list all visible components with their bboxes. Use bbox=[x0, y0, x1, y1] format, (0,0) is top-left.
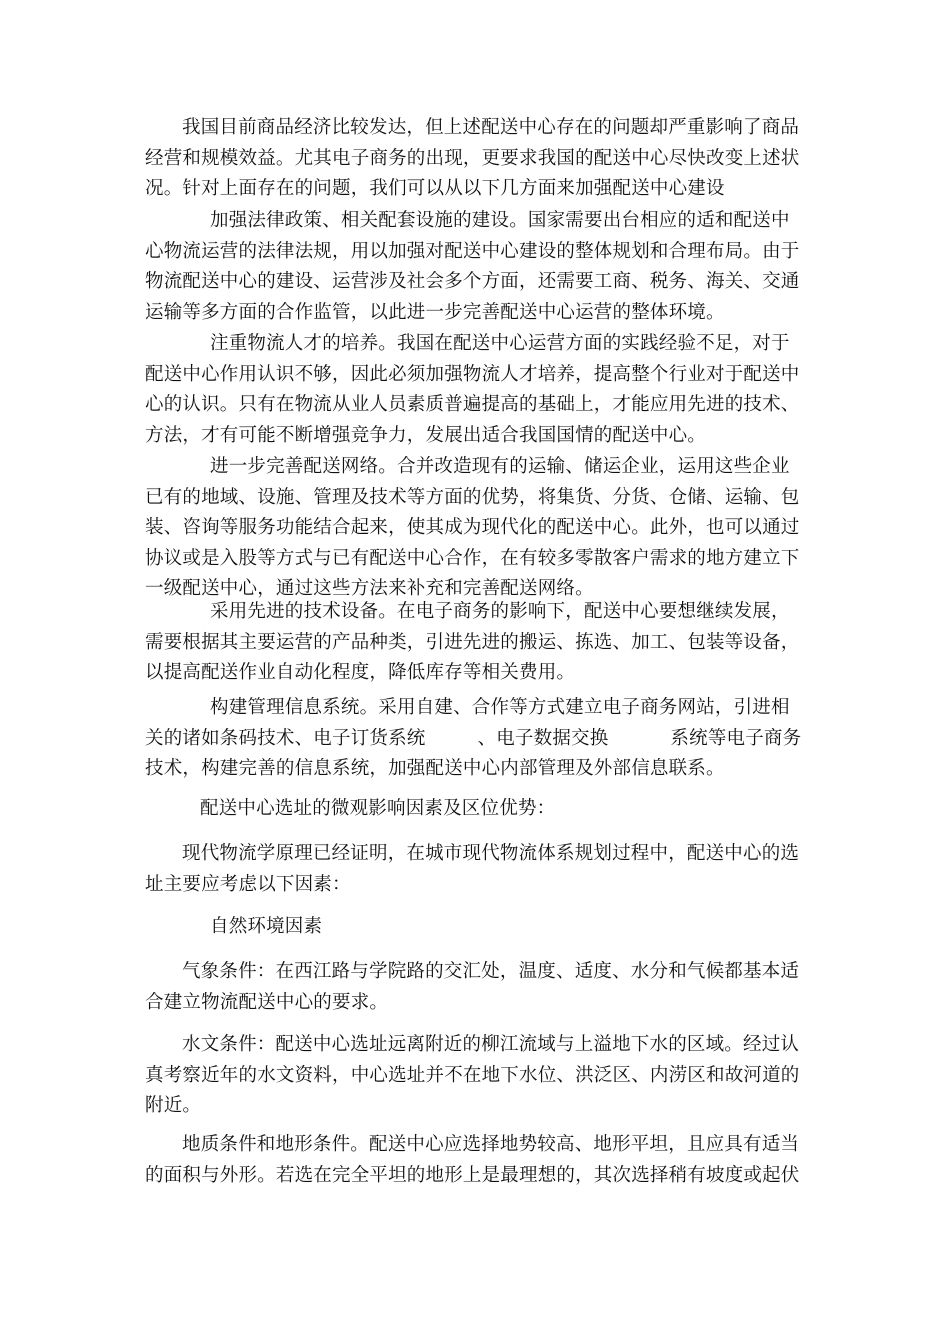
paragraph-12 bbox=[145, 1130, 815, 1191]
text-line: 经营和规模效益。尤其电子商务的出现，更要求我国的配送中心尽快改变上述状 bbox=[145, 147, 800, 169]
paragraph-2 bbox=[145, 206, 815, 328]
paragraph-3 bbox=[145, 329, 815, 451]
text-line: 装、咨询等服务功能结合起来，使其成为现代化的配送中心。此外，也可以通过 bbox=[145, 517, 800, 538]
text-line: 运输等多方面的合作监管，以此进一步完善配送中心运营的整体环境。 bbox=[145, 301, 725, 323]
text-line: 已有的地域、设施、管理及技术等方面的优势，将集货、分货、仓储、运输、包 bbox=[145, 486, 800, 508]
text-line: 需要根据其主要运营的产品种类，引进先进的搬运、拣选、加工、包装等设备， bbox=[145, 631, 800, 653]
text-line: 真考察近年的水文资料，中心选址并不在地下水位、洪泛区、内涝区和故河道的 bbox=[145, 1064, 800, 1086]
text-line: 气象条件：在西江路与学院路的交汇处，温度、适度、水分和气候都基本适 bbox=[182, 961, 800, 982]
text-line: 地质条件和地形条件。配送中心应选择地势较高、地形平坦，且应具有适当 bbox=[182, 1134, 800, 1155]
text-line: 水文条件：配送中心选址远离附近的柳江流域与上溢地下水的区域。经过认 bbox=[182, 1034, 800, 1055]
paragraph-5 bbox=[145, 597, 815, 689]
paragraph-4 bbox=[145, 452, 815, 605]
paragraph-7 bbox=[145, 794, 815, 825]
text-line: 加强法律政策、相关配套设施的建设。国家需要出台相应的适和配送中 bbox=[210, 210, 790, 231]
text-line bbox=[145, 724, 815, 755]
text-line: 我国目前商品经济比较发达，但上述配送中心存在的问题却严重影响了商品 bbox=[182, 117, 800, 138]
text-line: 现代物流学原理已经证明，在城市现代物流体系规划过程中，配送中心的选 bbox=[182, 843, 800, 864]
text-line: 心物流运营的法律法规，用以加强对配送中心建设的整体规划和合理布局。由于 bbox=[145, 240, 800, 262]
text-segment: 关的诸如条码技术、电子订货系统 bbox=[145, 727, 426, 749]
text-line: 址主要应考虑以下因素： bbox=[145, 873, 351, 895]
text-line: 构建管理信息系统。采用自建、合作等方式建立电子商务网站，引进相 bbox=[210, 697, 790, 718]
text-line: 心的认识。只有在物流从业人员素质普遍提高的基础上，才能应用先进的技术、 bbox=[145, 394, 800, 415]
text-line: 物流配送中心的建设、运营涉及社会多个方面，还需要工商、税务、海关、交通 bbox=[145, 271, 800, 292]
text-segment: 、电子数据交换 bbox=[477, 727, 609, 749]
text-line: 技术，构建完善的信息系统，加强配送中心内部管理及外部信息联系。 bbox=[145, 758, 725, 779]
paragraph-9 bbox=[145, 912, 815, 943]
text-line: 注重物流人才的培养。我国在配送中心运营方面的实践经验不足，对于 bbox=[210, 333, 790, 354]
paragraph-10 bbox=[145, 957, 815, 1018]
text-line: 方法，才有可能不断增强竞争力，发展出适合我国国情的配送中心。 bbox=[145, 424, 707, 446]
text-line: 进一步完善配送网络。合并改造现有的运输、储运企业，运用这些企业 bbox=[210, 456, 790, 477]
text-line: 合建立物流配送中心的要求。 bbox=[145, 991, 389, 1013]
text-segment: 系统等电子商务 bbox=[670, 727, 802, 749]
paragraph-8 bbox=[145, 839, 815, 900]
text-line: 的面积与外形。若选在完全平坦的地形上是最理想的，其次选择稍有坡度或起伏 bbox=[145, 1164, 800, 1186]
text-line: 配送中心选址的微观影响因素及区位优势： bbox=[200, 798, 556, 819]
text-line: 一级配送中心，通过这些方法来补充和完善配送网络。 bbox=[145, 578, 594, 599]
text-line: 采用先进的技术设备。在电子商务的影响下，配送中心要想继续发展， bbox=[210, 601, 790, 622]
text-line: 附近。 bbox=[145, 1095, 202, 1116]
paragraph-6 bbox=[145, 693, 815, 785]
text-line: 配送中心作用认识不够，因此必须加强物流人才培养，提高整个行业对于配送中 bbox=[145, 363, 800, 385]
text-line: 协议或是入股等方式与已有配送中心合作，在有较多零散客户需求的地方建立下 bbox=[145, 547, 800, 569]
paragraph-11 bbox=[145, 1030, 815, 1122]
paragraph-1 bbox=[145, 113, 815, 205]
text-line: 自然环境因素 bbox=[210, 916, 323, 937]
text-line: 况。针对上面存在的问题，我们可以从以下几方面来加强配送中心建设 bbox=[145, 178, 725, 199]
text-line: 以提高配送作业自动化程度，降低库存等相关费用。 bbox=[145, 662, 576, 683]
